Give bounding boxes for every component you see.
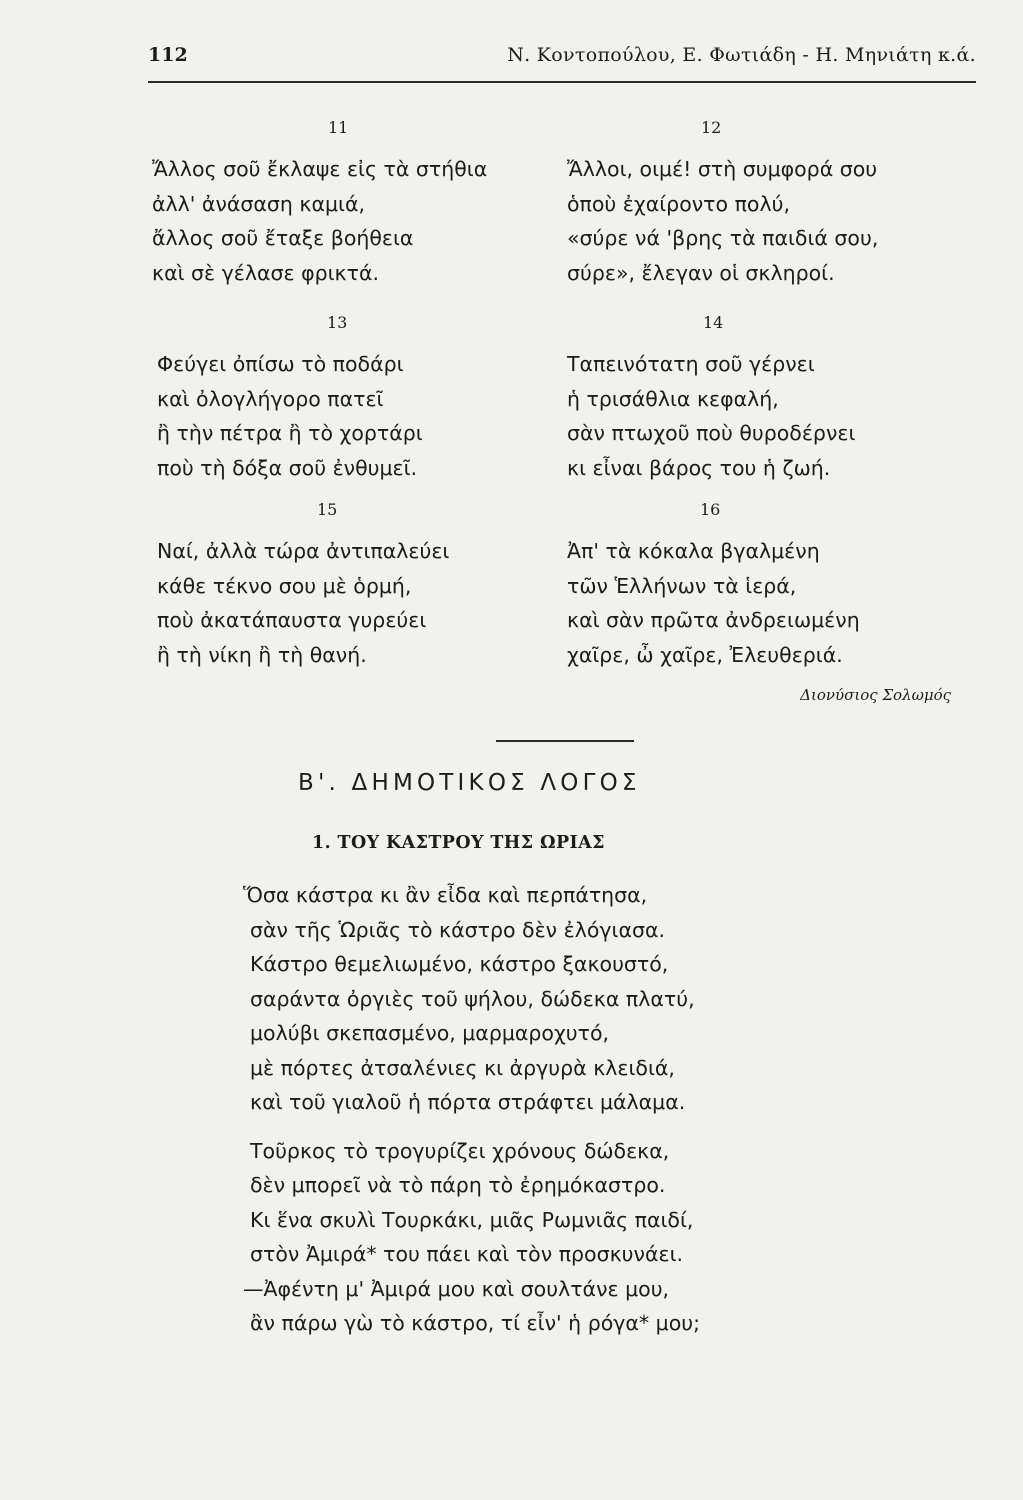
verse-line: ὁποὺ ἐχαίροντο πολύ, — [567, 191, 790, 216]
verse-line: καὶ σὰν πρῶτα ἀνδρειωμένη — [567, 608, 860, 632]
verse-line: ἀλλ' ἀνάσαση καμιά, — [152, 191, 366, 216]
stanza-number: 12 — [701, 118, 722, 137]
verse-line: Ἄλλος σοῦ ἔκλαψε εἰς τὰ στήθια — [152, 157, 488, 181]
verse-line: δὲν μπορεῖ νὰ τὸ πάρη τὸ ἐρημόκαστρο. — [250, 1173, 666, 1197]
section-title: Β'. ΔΗΜΟΤΙΚΟΣ ΛΟΓΟΣ — [298, 770, 641, 796]
verse-line: καὶ τοῦ γιαλοῦ ἡ πόρτα στράφτει μάλαμα. — [250, 1090, 686, 1114]
verse-line: καὶ σὲ γέλασε φρικτά. — [152, 260, 380, 285]
verse-line: Ὅσα κάστρα κι ἂν εἶδα καὶ περπάτησα, — [243, 883, 648, 907]
running-title: Ν. Κοντοπούλου, Ε. Φωτιάδη - Η. Μηνιάτη κ.ά. — [507, 44, 976, 66]
author-signature: Διονύσιος Σολωμός — [800, 686, 951, 704]
verse-line: μὲ πόρτες ἀτσαλένιες κι ἀργυρὰ κλειδιά, — [250, 1055, 675, 1080]
stanza-number: 15 — [317, 500, 338, 519]
stanza-number: 16 — [700, 500, 721, 519]
verse-line: Τοῦρκος τὸ τρογυρίζει χρόνους δώδεκα, — [250, 1138, 670, 1163]
section-divider — [496, 740, 634, 742]
verse-line: ἢ τὴ νίκη ἢ τὴ θανή. — [157, 642, 367, 667]
stanza-number: 14 — [703, 313, 724, 332]
verse-line: Ταπεινότατη σοῦ γέρνει — [567, 352, 815, 376]
verse-line: Ναί, ἀλλὰ τώρα ἀντιπαλεύει — [157, 539, 450, 563]
page-number: 112 — [148, 44, 188, 66]
header-rule — [148, 81, 976, 83]
verse-line: κι εἶναι βάρος του ἡ ζωή. — [567, 455, 831, 480]
verse-line: —Ἀφέντη μ' Ἀμιρά μου καὶ σουλτάνε μου, — [243, 1276, 670, 1301]
verse-line: Ἀπ' τὰ κόκαλα βγαλμένη — [567, 539, 820, 563]
verse-line: καὶ ὀλογλήγορο πατεῖ — [157, 386, 384, 411]
verse-line: «σύρε νά 'βρης τὰ παιδιά σου, — [567, 226, 879, 250]
stanza-number: 13 — [327, 313, 348, 332]
verse-line: μολύβι σκεπασμένο, μαρμαροχυτό, — [250, 1021, 610, 1045]
verse-line: ποὺ τὴ δόξα σοῦ ἐνθυμεῖ. — [157, 455, 418, 480]
verse-line: ἂν πάρω γὼ τὸ κάστρο, τί εἶν' ἡ ρόγα* μου; — [250, 1311, 701, 1335]
verse-line: σύρε», ἔλεγαν οἱ σκληροί. — [567, 260, 835, 285]
verse-line: Ἄλλοι, οιμέ! στὴ συμφορά σου — [567, 157, 878, 181]
verse-line: σὰν πτωχοῦ ποὺ θυροδέρνει — [567, 421, 856, 445]
verse-line: ἢ τὴν πέτρα ἢ τὸ χορτάρι — [157, 421, 423, 445]
verse-line: Φεύγει ὀπίσω τὸ ποδάρι — [157, 352, 404, 376]
verse-line: κάθε τέκνο σου μὲ ὁρμή, — [157, 573, 412, 598]
verse-line: ἄλλος σοῦ ἔταξε βοήθεια — [152, 226, 414, 250]
verse-line: σὰν τῆς Ὡριᾶς τὸ κάστρο δὲν ἐλόγιασα. — [250, 917, 666, 942]
verse-line: ποὺ ἀκατάπαυστα γυρεύει — [157, 608, 427, 632]
verse-line: Κι ἕνα σκυλὶ Τουρκάκι, μιᾶς Ρωμνιᾶς παιδί, — [250, 1207, 694, 1232]
stanza-number: 11 — [328, 118, 349, 137]
verse-line: ἡ τρισάθλια κεφαλή, — [567, 386, 779, 411]
verse-line: στὸν Ἀμιρά* του πάει καὶ τὸν προσκυνάει. — [250, 1242, 684, 1266]
stanza-gap — [232, 1120, 700, 1134]
verse-line: τῶν Ἑλλήνων τὰ ἱερά, — [567, 573, 797, 598]
poem-body — [232, 878, 700, 1341]
verse-line: Κάστρο θεμελιωμένο, κάστρο ξακουστό, — [250, 952, 669, 976]
verse-line: σαράντα ὀργιὲς τοῦ ψήλου, δώδεκα πλατύ, — [250, 986, 695, 1011]
verse-line: χαῖρε, ὦ χαῖρε, Ἐλευθεριά. — [567, 642, 843, 667]
poem-title: 1. ΤΟΥ ΚΑΣΤΡΟΥ ΤΗΣ ΩΡΙΑΣ — [312, 833, 605, 853]
